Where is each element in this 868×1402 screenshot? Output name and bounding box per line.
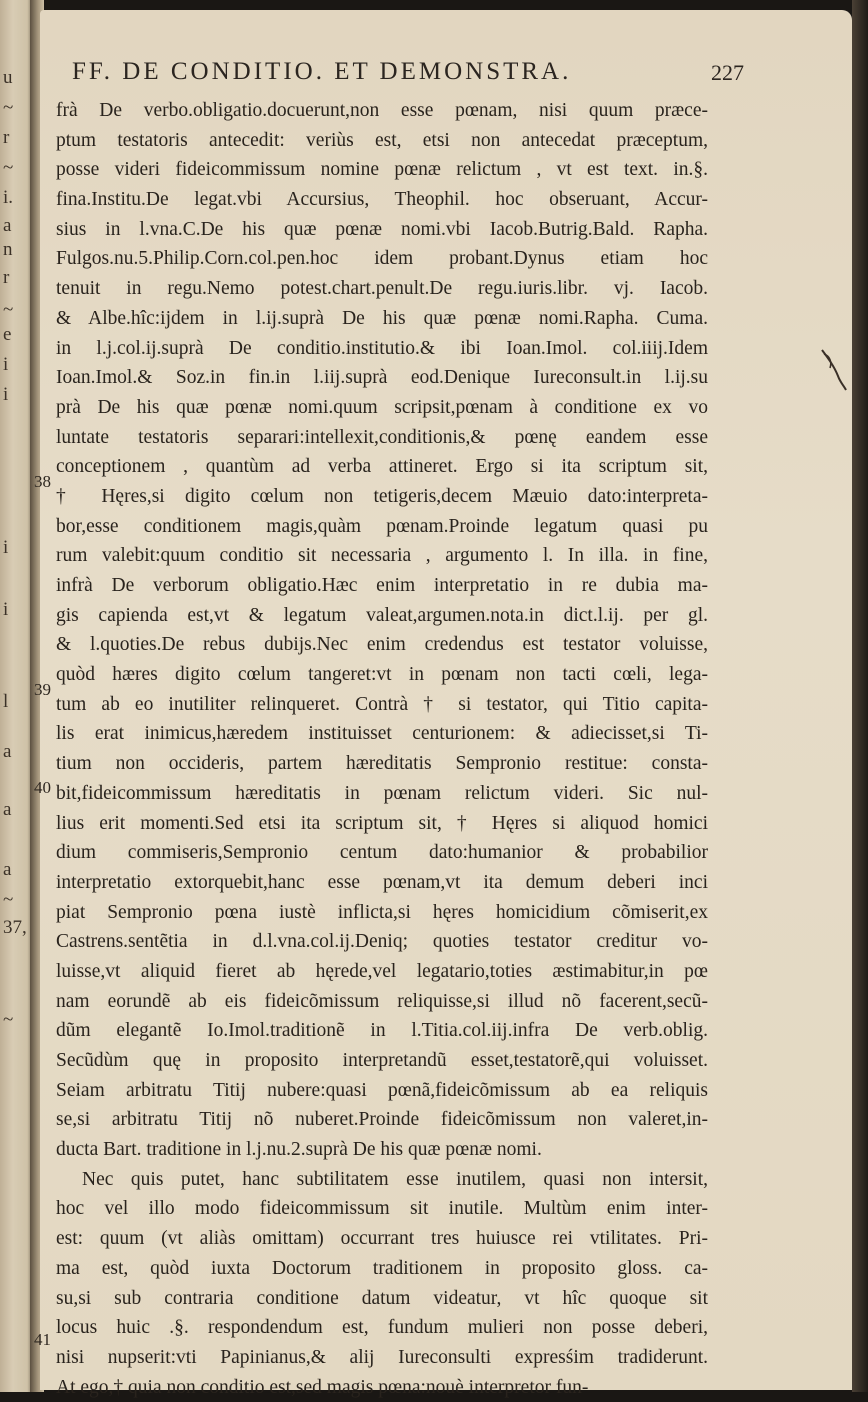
text-line: lis erat inimicus,hæredem instituisset centurionem: & adiecisset,si Ti- xyxy=(56,723,708,745)
right-edge-shadow xyxy=(852,0,868,1392)
left-page-fragment: a xyxy=(3,215,12,236)
left-page-fragment: i. xyxy=(3,187,14,208)
text-line: ma est, quòd iuxta Doctorum traditionem in proposito gloss. ca- xyxy=(56,1257,708,1279)
text-line: bit,fideicommissum hæreditatis in pœnam relictum videri. Sic nul- xyxy=(56,782,708,804)
text-line: dium commiseris,Sempronio centum dato:humanior & probabilior xyxy=(56,842,708,864)
text-line: Ioan.Imol.& Soz.in fin.in l.iij.suprà eod.Denique Iureconsult.in l.ij.su xyxy=(56,367,708,389)
left-page-fragment: 37, xyxy=(3,917,27,938)
left-page-fragment: ~ xyxy=(3,1009,14,1030)
text-line: se,si arbitratu Titij nõ nuberet.Proinde fideicõmissum non valeret,in- xyxy=(56,1109,708,1131)
text-line: est: quum (vt aliàs omittam) occurrant tres huiusce rei vtilitates. Pri- xyxy=(56,1228,708,1250)
margin-number: 40 xyxy=(34,778,51,797)
text-line: tum ab eo inutiliter relinqueret. Contrà † si testator, qui Titio capita- xyxy=(56,693,708,715)
text-line: prà De his quæ pœnæ nomi.quum scripsit,pœnam à conditione ex vo xyxy=(56,396,708,418)
text-line: luntate testatoris separari:intellexit,conditionis,& pœnę eandem esse xyxy=(56,426,708,448)
main-text xyxy=(56,96,708,1402)
text-line: interpretatio extorquebit,hanc esse pœnam,vt ita demum deberi inci xyxy=(56,871,708,893)
text-line: posse videri fideicommissum nomine pœnæ relictum , vt est text. in.§. xyxy=(56,159,708,181)
text-line: hoc vel illo modo fideicommissum sit inutile. Multùm enim inter- xyxy=(56,1198,708,1220)
text-line: Secũdùm quę in proposito interpretandũ esset,testatorẽ,qui voluisset. xyxy=(56,1050,708,1071)
margin-number: 38 xyxy=(34,472,51,491)
left-page-fragment: e xyxy=(3,324,12,345)
left-page-fragment: a xyxy=(3,799,12,820)
left-page-fragment: ~ xyxy=(3,97,14,118)
text-line: Castrens.sentẽtia in d.l.vna.col.ij.Deniq; quoties testator creditur vo- xyxy=(56,931,708,953)
left-page-fragment: i xyxy=(3,384,9,405)
text-line: in l.j.col.ij.suprà De conditio.institutio.& ibi Ioan.Imol. col.iiij.Idem xyxy=(56,337,708,359)
left-page-fragment: i xyxy=(3,599,9,620)
text-line: piat Sempronio pœna iustè inflicta,si hęres homicidium cõmiserit,ex xyxy=(56,901,708,923)
text-line: tium non occideris, partem hæreditatis Sempronio restitue: consta- xyxy=(56,753,708,775)
text-line: su,si sub contraria conditione datum videatur, vt hîc quoque sit xyxy=(56,1287,708,1309)
margin-number: 39 xyxy=(34,680,51,699)
left-page-fragment: i xyxy=(3,537,9,558)
text-line: ptum testatoris antecedit: veriùs est, etsi non antecedat præceptum, xyxy=(56,129,708,151)
left-page-fragment: r xyxy=(3,267,10,288)
left-page-fragment: ~ xyxy=(3,889,14,910)
left-page-fragment: i xyxy=(3,354,9,375)
left-page-fragment: l xyxy=(3,691,9,712)
text-line: nam eorundẽ ab eis fideicõmissum reliquisse,si illud nõ facerent,secũ- xyxy=(56,990,708,1012)
text-line: gis capienda est,vt & legatum valeat,argumen.nota.in dict.l.ij. per gl. xyxy=(56,604,708,626)
running-head: FF. DE CONDITIO. ET DEMONSTRA. xyxy=(72,58,572,85)
text-line: & l.quoties.De rebus dubijs.Nec enim credendus est testator voluisse, xyxy=(56,634,708,656)
page-header xyxy=(72,58,744,94)
left-page-fragment: ~ xyxy=(3,157,14,178)
text-line: Fulgos.nu.5.Philip.Corn.col.pen.hoc idem probant.Dynus etiam hoc xyxy=(56,248,708,270)
ink-mark xyxy=(818,346,848,392)
text-line: tenuit in regu.Nemo potest.chart.penult.De regu.iuris.libr. vj. Iacob. xyxy=(56,278,708,300)
text-line: Nec quis putet, hanc subtilitatem esse inutilem, quasi non intersit, xyxy=(82,1168,708,1190)
text-line: nisi nupserit:vti Papinianus,& alij Iureconsulti expresśim tradiderunt. xyxy=(56,1346,708,1368)
text-line: ducta Bart. traditione in l.j.nu.2.suprà De his quæ pœnæ nomi. xyxy=(56,1139,542,1161)
text-line: infrà De verborum obligatio.Hæc enim interpretatio in re dubia ma- xyxy=(56,575,708,596)
text-line: † Hęres,si digito cœlum non tetigeris,decem Mæuio dato:interpreta- xyxy=(56,485,708,507)
text-line: locus huic .§. respondendum est, fundum mulieri non posse deberi, xyxy=(56,1317,708,1339)
previous-page-edge xyxy=(0,0,32,1392)
text-line: luisse,vt aliquid fieret ab hęrede,vel legatario,toties æstimabitur,in pœ xyxy=(56,960,708,982)
left-page-fragment: a xyxy=(3,859,12,880)
left-page-fragment: r xyxy=(3,127,10,148)
left-page-fragment: u xyxy=(3,67,13,88)
text-line: & Albe.hîc:ijdem in l.ij.suprà De his quæ pœnæ nomi.Rapha. Cuma. xyxy=(56,307,708,329)
margin-number: 41 xyxy=(34,1330,51,1349)
text-line: fina.Institu.De legat.vbi Accursius, Theophil. hoc obseruant, Accur- xyxy=(56,189,708,211)
text-line: conceptionem , quantùm ad verba attineret. Ergo si ita scriptum sit, xyxy=(56,456,708,478)
text-line: rum valebit:quum conditio sit necessaria , argumento l. In illa. in fine, xyxy=(56,545,708,567)
text-line: dũm elegantẽ Io.Imol.traditionẽ in l.Titia.col.iij.infra De verb.oblig. xyxy=(56,1020,708,1042)
left-page-fragment: a xyxy=(3,741,12,762)
text-line: lius erit momenti.Sed etsi ita scriptum sit, † Hęres si aliquod homici xyxy=(56,812,708,834)
text-line: sius in l.vna.C.De his quæ pœnæ nomi.vbi Iacob.Butrig.Bald. Rapha. xyxy=(56,218,708,240)
left-page-fragment: n xyxy=(3,239,13,260)
text-line: bor,esse conditionem magis,quàm pœnam.Proinde legatum quasi pu xyxy=(56,515,708,537)
left-page-fragment: ~ xyxy=(3,299,14,320)
text-line: frà De verbo.obligatio.docuerunt,non esse pœnam, nisi quum præce- xyxy=(56,100,708,121)
text-line: quòd hæres digito cœlum tangeret:vt in pœnam non tacti cœli, lega- xyxy=(56,664,708,686)
text-line: Seiam arbitratu Titij nubere:quasi pœnã,fideicõmissum ab ea reliquis xyxy=(56,1079,708,1101)
page-number: 227 xyxy=(711,60,744,85)
text-line: At ego,† quia non conditio est,sed magis pœna:nouè interpretor fun- xyxy=(56,1376,589,1398)
